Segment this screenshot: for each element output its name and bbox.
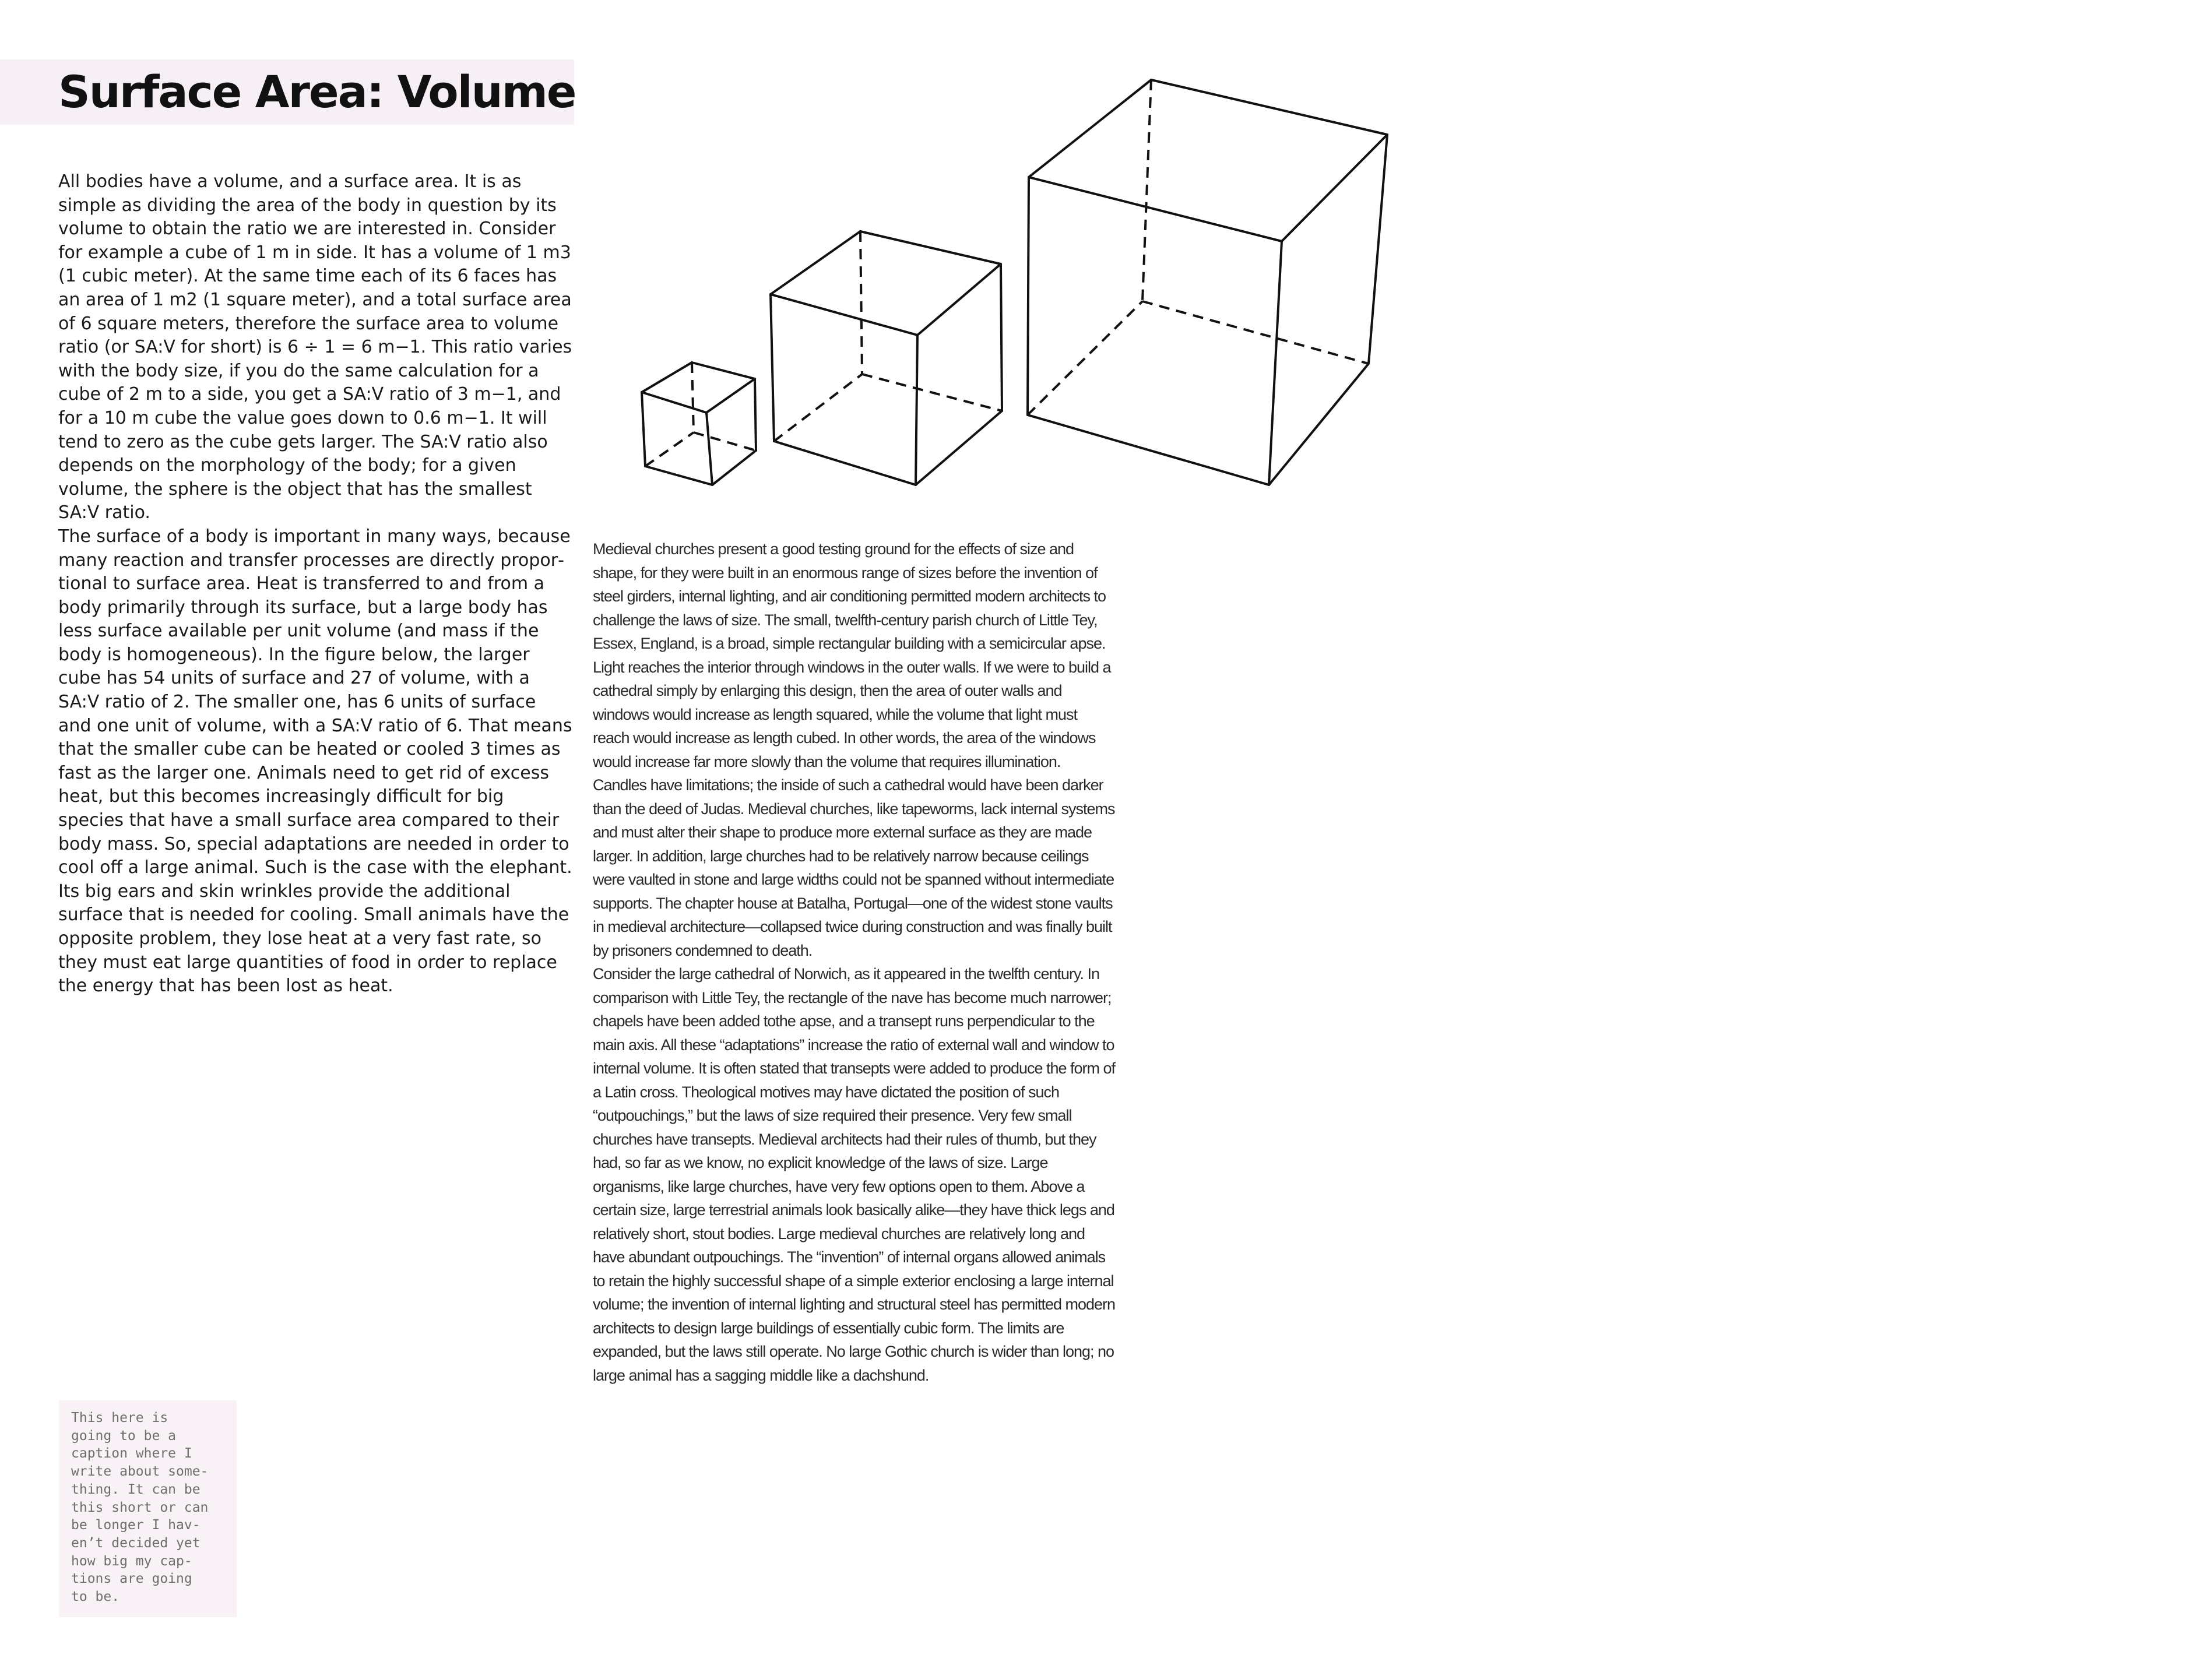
- page-title: Surface Area: Volume: [58, 66, 576, 118]
- right-column: [593, 537, 1117, 1387]
- cube-small: [642, 362, 756, 485]
- left-paragraph-1: All bodies have a volume, and a surface area. It is as simple as dividing the area of the body in question by its volume to obtain the ratio we are interested in. Consider for example a cube of 1 m in side. It has a volume of 1 m3 (1 cubic meter). At the same time each of its 6 faces has an area of 1 m2 (1 square meter), and a total surface area of 6 square meters, therefore the surface area to volume ratio (or SA:V for short) is 6 ÷ 1 = 6 m−1. This ratio varies with the body size, if you do the same calculation for a cube of 2 m to a side, you get a SA:V ratio of 3 m−1, and for a 10 m cube the value goes down to 0.6 m−1. It will tend to zero as the cube gets larger. The SA:V ratio also depends on the morphology of the body; for a given volume, the sphere is the object that has the smallest SA:V ratio.: [58, 171, 572, 523]
- right-paragraph-1: Medieval churches present a good testing ground for the effects of size and shape, for they were built in an enormous range of sizes before the invention of steel girders, internal lighting, and air conditioning permitted modern architects to challenge the laws of size. The small, twelfth-century parish church of Little Tey, Essex, England, is a broad, simple rectangular building with a semicircular apse. Light reaches the interior through windows in the outer walls. If we were to build a cathedral simply by enlarging this design, then the area of outer walls and windows would increase as length squared, while the volume that light must reach would increase as length cubed. In other words, the area of the windows would increase far more slowly than the volume that requires illumination. Candles have limitations; the inside of such a cathedral would have been darker than the deed of Judas. Medieval churches, like tapeworms, lack internal systems and must alter their shape to produce more external surface as they are made larger. In addition, large churches had to be relatively narrow because ceilings were vaulted in stone and large widths could not be spanned without intermediate supports. The chapter house at Batalha, Portugal—one of the widest stone vaults in medieval architecture—collapsed twice during construction and was finally built by prisoners condemned to death.: [593, 540, 1115, 959]
- cube-medium: [771, 231, 1002, 485]
- caption-text: This here is going to be a caption where I write about some- thing. It can be this short or can be longer I hav- en’t decided yet how big my cap- tions are going to be.: [71, 1410, 209, 1605]
- left-paragraph-2: The surface of a body is important in many ways, because many reaction and transfer processes are directly proportional to surface area. Heat is transferred to and from a body primarily through its surface, but a large body has less surface available per unit volume (and mass if the body is homogeneous). In the figure below, the larger cube has 54 units of surface and 27 of volume, with a SA:V ratio of 2. The smaller one, has 6 units of surface and one unit of volume, with a SA:V ratio of 6. That means that the smaller cube can be heated or cooled 3 times as fast as the larger one. Animals need to get rid of excess heat, but this becomes increasingly difficult for big species that have a small surface area compared to their body mass. So, special adaptations are needed in order to cool off a large animal. Such is the case with the elephant. Its big ears and skin wrinkles provide the additional surface that is needed for cooling. Small animals have the opposite problem, they lose heat at a very fast rate, so they must eat large quantities of food in order to replace the energy that has been lost as heat.: [58, 526, 572, 997]
- cube-large: [1028, 80, 1387, 485]
- right-paragraph-2: Consider the large cathedral of Norwich, as it appeared in the twelfth century. In comparison with Little Tey, the rectangle of the nave has become much narrower; chapels have been added tothe apse, and a transept runs perpendicular to the main axis. All these “adaptations” increase the ratio of external wall and window to internal volume. It is often stated that transepts were added to produce the form of a Latin cross. Theological motives may have dictated the position of such “outpouchings,” but the laws of size required their presence. Very few small churches have transepts. Medieval architects had their rules of thumb, but they had, so far as we know, no explicit knowledge of the laws of size. Large organisms, like large churches, have very few options open to them. Above a certain size, large terrestrial animals look basically alike—they have thick legs and relatively short, stout bodies. Large medieval churches are relatively long and have abundant outpouchings. The “invention” of internal organs allowed animals to retain the highly successful shape of a simple exterior enclosing a large internal volume; the invention of internal lighting and structural steel has permitted modern architects to design large buildings of essentially cubic form. The limits are expanded, but the laws still operate. No large Gothic church is wider than long; no large animal has a sagging middle like a dachshund.: [593, 965, 1116, 1384]
